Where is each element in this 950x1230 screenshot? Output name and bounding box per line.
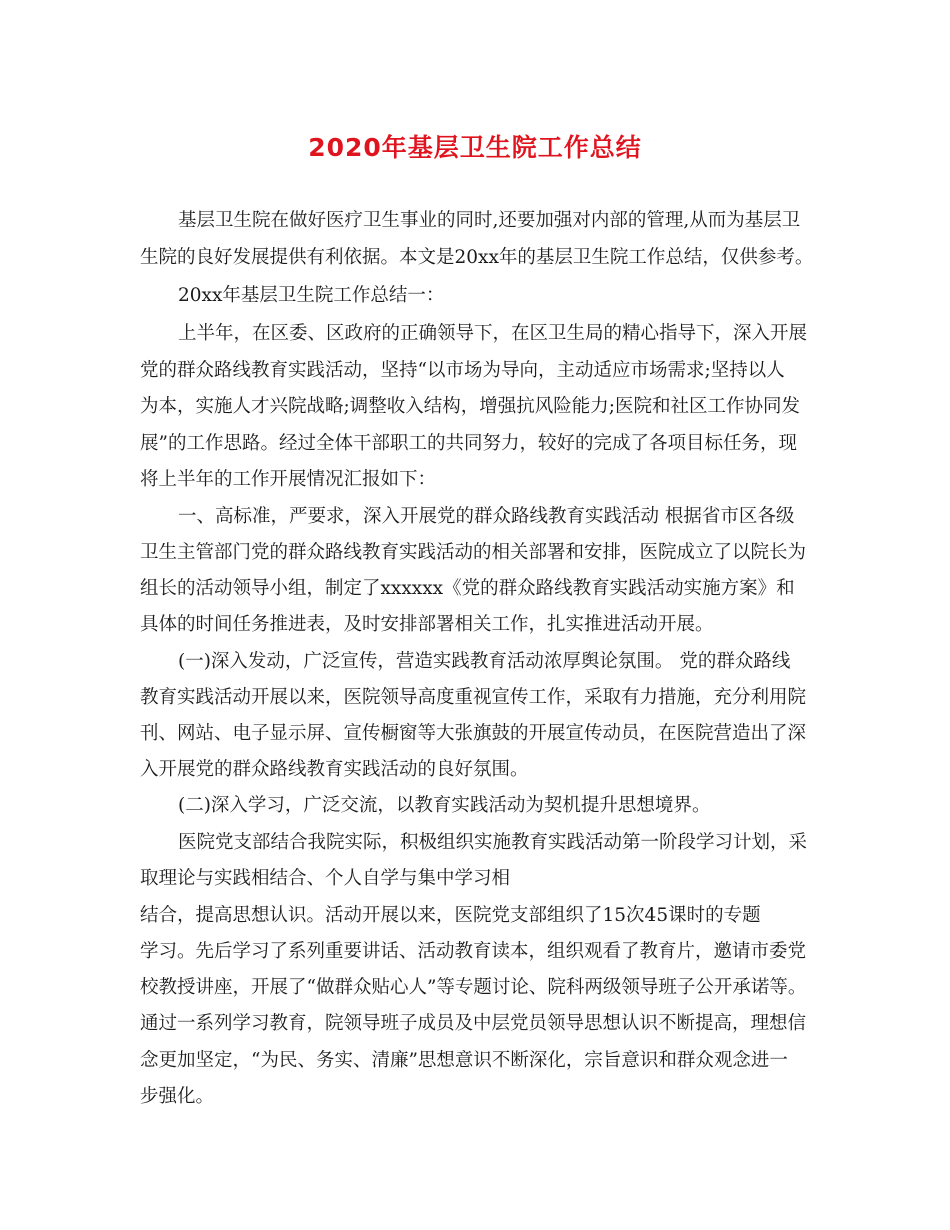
body-line: 卫生主管部门党的群众路线教育实践活动的相关部署和安排，医院成立了以院长为 — [140, 542, 807, 563]
body-line: 组长的活动领导小组，制定了xxxxxx《党的群众路线教育实践活动实施方案》和 — [140, 578, 795, 599]
body-line: 步强化。 — [140, 1086, 215, 1107]
body-line: (二)深入学习，广泛交流，以教育实践活动为契机提升思想境界。 — [178, 795, 711, 816]
body-line: 展”的工作思路。经过全体干部职工的共同努力，较好的完成了各项目标任务，现 — [140, 433, 797, 454]
section-heading: 20xx年基层卫生院工作总结一： — [178, 285, 445, 306]
body-line: 取理论与实践相结合、个人自学与集中学习相 — [140, 868, 511, 889]
body-line: 学习。先后学习了系列重要讲话、活动教育读本，组织观看了教育片，邀请市委党 — [140, 941, 807, 962]
body-line: 基层卫生院在做好医疗卫生事业的同时,还要加强对内部的管理,从而为基层卫 — [178, 210, 801, 231]
body-line: 通过一系列学习教育，院领导班子成员及中层党员领导思想认识不断提高，理想信 — [140, 1013, 807, 1034]
body-line: 念更加坚定，“为民、务实、清廉”思想意识不断深化，宗旨意识和群众观念进一 — [140, 1050, 788, 1071]
body-line: 入开展党的群众路线教育实践活动的良好氛围。 — [140, 759, 529, 780]
document-title: 2020年基层卫生院工作总结 — [308, 133, 642, 162]
body-line: 具体的时间任务推进表，及时安排部署相关工作，扎实推进活动开展。 — [140, 614, 714, 635]
body-line: 教育实践活动开展以来，医院领导高度重视宣传工作，采取有力措施，充分利用院 — [140, 687, 807, 708]
body-line: 为本，实施人才兴院战略;调整收入结构，增强抗风险能力;医院和社区工作协同发 — [140, 396, 800, 417]
body-line: 生院的良好发展提供有利依据。本文是20xx年的基层卫生院工作总结，仅供参考。 — [140, 247, 814, 268]
body-line: 医院党支部结合我院实际，积极组织实施教育实践活动第一阶段学习计划，采 — [178, 832, 808, 853]
body-line: 上半年，在区委、区政府的正确领导下，在区卫生局的精心指导下，深入开展 — [178, 323, 808, 344]
body-line: 刊、网站、电子显示屏、宣传橱窗等大张旗鼓的开展宣传动员，在医院营造出了深 — [140, 723, 807, 744]
body-line: 党的群众路线教育实践活动，坚持“以市场为导向，主动适应市场需求;坚持以人 — [140, 360, 785, 381]
body-line: 结合，提高思想认识。活动开展以来，医院党支部组织了15次45课时的专题 — [140, 905, 761, 926]
body-line: (一)深入发动，广泛宣传，营造实践教育活动浓厚舆论氛围。 党的群众路线 — [178, 651, 791, 672]
body-line: 一、高标准，严要求，深入开展党的群众路线教育实践活动 根据省市区各级 — [178, 506, 795, 527]
body-line: 校教授讲座，开展了“做群众贴心人”等专题讨论、院科两级领导班子公开承诺等。 — [140, 977, 807, 998]
body-line: 将上半年的工作开展情况汇报如下： — [140, 469, 437, 490]
